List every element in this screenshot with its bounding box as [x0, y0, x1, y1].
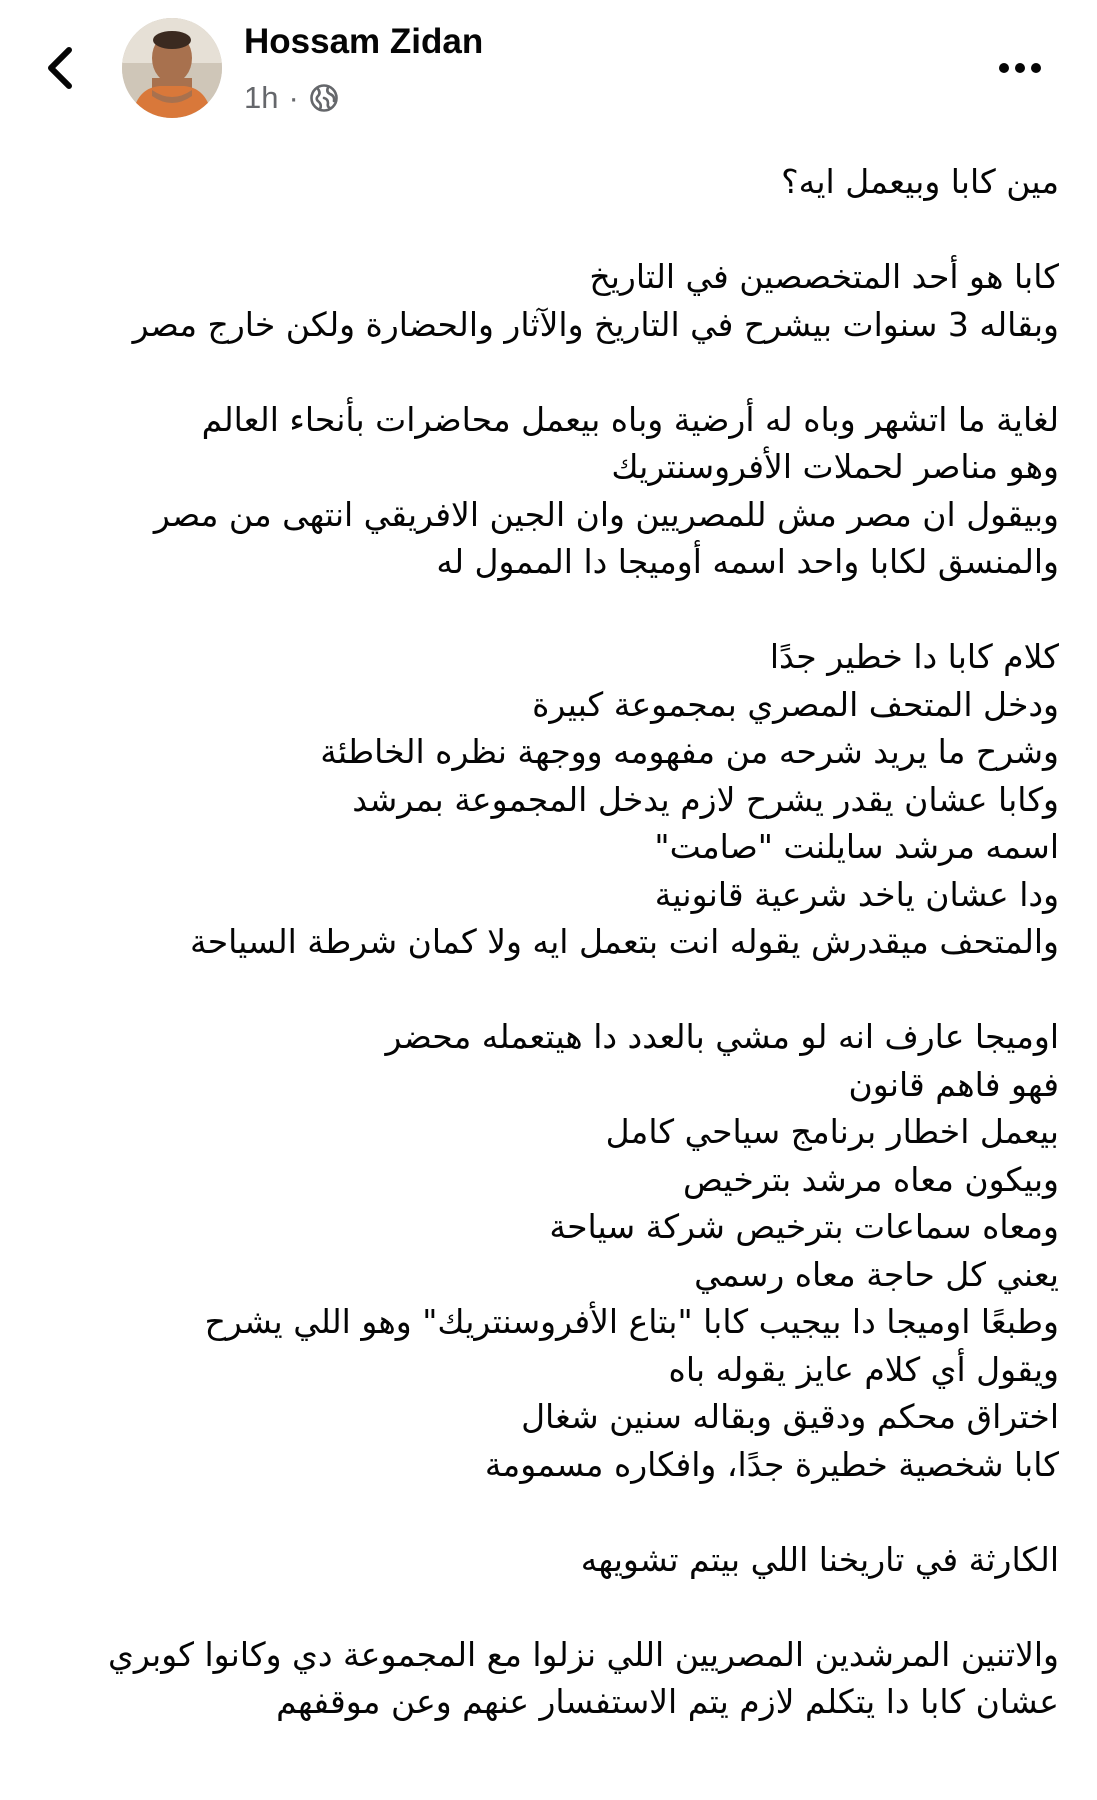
post-meta — [244, 78, 339, 118]
more-options-button[interactable] — [990, 48, 1050, 88]
post-blank-line — [19, 1583, 1059, 1631]
post-text-line: وطبعًا اوميجا دا بيجيب كابا "بتاع الأفروسنتريك" وهو اللي يشرح — [204, 1302, 1059, 1341]
post-text-line: لغاية ما اتشهر وباه له أرضية وباه بيعمل محاضرات بأنحاء العالم — [201, 399, 1059, 439]
post-blank-line — [19, 586, 1059, 634]
post-text-line: فهو فاهم قانون — [848, 1064, 1059, 1104]
post-text-line: وبيقول ان مصر مش للمصريين وان الجين الافريقي انتهى من مصر — [153, 494, 1059, 534]
globe-icon[interactable] — [309, 83, 339, 113]
post-text-line: ودخل المتحف المصري بمجموعة كبيرة — [532, 684, 1059, 724]
meta-separator: · — [288, 80, 299, 115]
author-name[interactable]: Hossam Zidan — [244, 22, 484, 61]
post-blank-line — [19, 206, 1059, 254]
post-text-line: وهو مناصر لحملات الأفروسنتريك — [611, 447, 1059, 486]
post-text-line: وبقاله 3 سنوات بيشرح في التاريخ والآثار والحضارة ولكن خارج مصر — [132, 304, 1059, 344]
avatar-image — [122, 18, 222, 118]
post-time[interactable]: 1h — [244, 80, 279, 115]
post-text-line: والاتنين المرشدين المصريين اللي نزلوا مع المجموعة دي وكانوا كوبري — [107, 1634, 1059, 1674]
chevron-left-icon — [45, 44, 75, 92]
post-text-line: اسمه مرشد سايلنت "صامت" — [654, 827, 1059, 866]
post-text-line: والمنسق لكابا واحد اسمه أوميجا دا الممول له — [436, 542, 1059, 581]
post-text-line: اوميجا عارف انه لو مشي بالعدد دا هيتعمله محضر — [385, 1017, 1059, 1056]
post-blank-line — [19, 966, 1059, 1014]
post-text-line: وكابا عشان يقدر يشرح لازم يدخل المجموعة بمرشد — [352, 779, 1059, 819]
post-blank-line — [19, 1488, 1059, 1536]
post-text-line: وبيكون معاه مرشد بترخيص — [683, 1159, 1059, 1199]
back-button[interactable] — [38, 40, 82, 96]
post-text — [19, 158, 1059, 1726]
post-text-line: ومعاه سماعات بترخيص شركة سياحة — [549, 1207, 1059, 1246]
post-text-line: كابا هو أحد المتخصصين في التاريخ — [589, 257, 1059, 296]
post-text-line: ويقول أي كلام عايز يقوله باه — [668, 1349, 1059, 1389]
post-text-line: ودا عشان ياخد شرعية قانونية — [654, 874, 1059, 914]
post-text-line: كابا شخصية خطيرة جدًا، وافكاره مسمومة — [484, 1444, 1059, 1484]
post-text-line: اختراق محكم ودقيق وبقاله سنين شغال — [521, 1397, 1059, 1436]
post-text-line: والمتحف ميقدرش يقوله انت بتعمل ايه ولا كمان شرطة السياحة — [190, 922, 1059, 961]
more-horizontal-icon — [998, 62, 1042, 74]
post-text-line: مين كابا وبيعمل ايه؟ — [781, 162, 1059, 201]
post-text-line: وشرح ما يريد شرحه من مفهومه ووجهة نظره الخاطئة — [320, 732, 1059, 771]
post-text-line: عشان كابا دا يتكلم لازم يتم الاستفسار عنهم وعن موقفهم — [276, 1682, 1059, 1721]
avatar[interactable] — [122, 18, 222, 118]
post-text-line: كلام كابا دا خطير جدًا — [769, 637, 1059, 676]
post-text-line: الكارثة في تاريخنا اللي بيتم تشويهه — [580, 1539, 1059, 1579]
post-text-line: يعني كل حاجة معاه رسمي — [694, 1254, 1059, 1294]
post-header — [0, 0, 1097, 130]
post-text-line: بيعمل اخطار برنامج سياحي كامل — [605, 1112, 1059, 1151]
post-blank-line — [19, 348, 1059, 396]
